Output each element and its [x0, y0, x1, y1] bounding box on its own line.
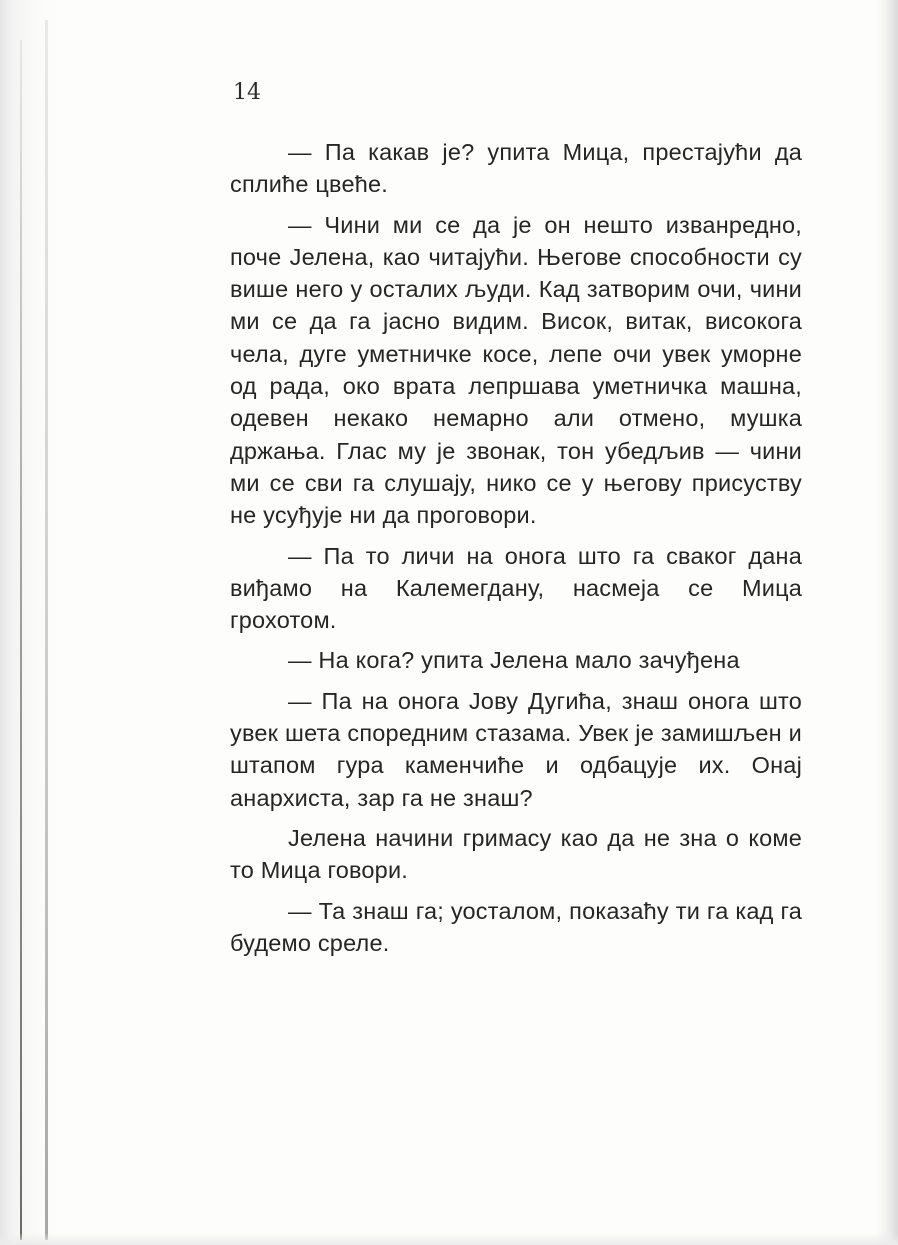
paragraph: — Чини ми се да је он нешто изванредно, поче Јелена, као читајући. Његове способности су више него у осталих људи. Кад затворим очи, чини ми се да га јасно видим. Висок, витак, високога чела, дуге уметничке косе, лепе очи увек уморне од рада, око врата лепршава уметничка машна, одевен некако немарно али отмено, мушка држања. Глас му је звонак, тон убедљив — чини ми се сви га слушају, нико се у његову присуству не усуђује ни да проговори.	[230, 211, 802, 529]
page-number: 14	[233, 80, 261, 105]
paragraph: — Па то личи на онога што га сваког дана виђамо на Калемегдану, насмеја се Мица грохотом.	[230, 542, 802, 634]
paragraph: — Па какав је? упита Мица, престајући да сплиће цвеће.	[230, 139, 802, 198]
body-text	[230, 136, 802, 967]
paragraph: — На кога? упита Јелена мало зачуђена	[288, 647, 740, 674]
scan-right-edge	[876, 0, 898, 1245]
scan-page-edge-line	[45, 20, 48, 1240]
paragraph: — Па на онога Јову Дугића, знаш онога што увек шета споредним стазама. Увек је замишљен и штапом гура каменчиће и одбацује их. Онај анархиста, зар га не знаш?	[230, 687, 802, 811]
paragraph: Јелена начини гримасу као да не зна о коме то Мица говори.	[230, 824, 802, 884]
scan-bottom-edge	[0, 1233, 898, 1245]
scan-binding-line	[20, 40, 22, 1240]
paragraph: — Та знаш га; уосталом, показаћу ти га кад га будемо среле.	[230, 897, 802, 956]
scan-left-edge	[0, 0, 60, 1245]
